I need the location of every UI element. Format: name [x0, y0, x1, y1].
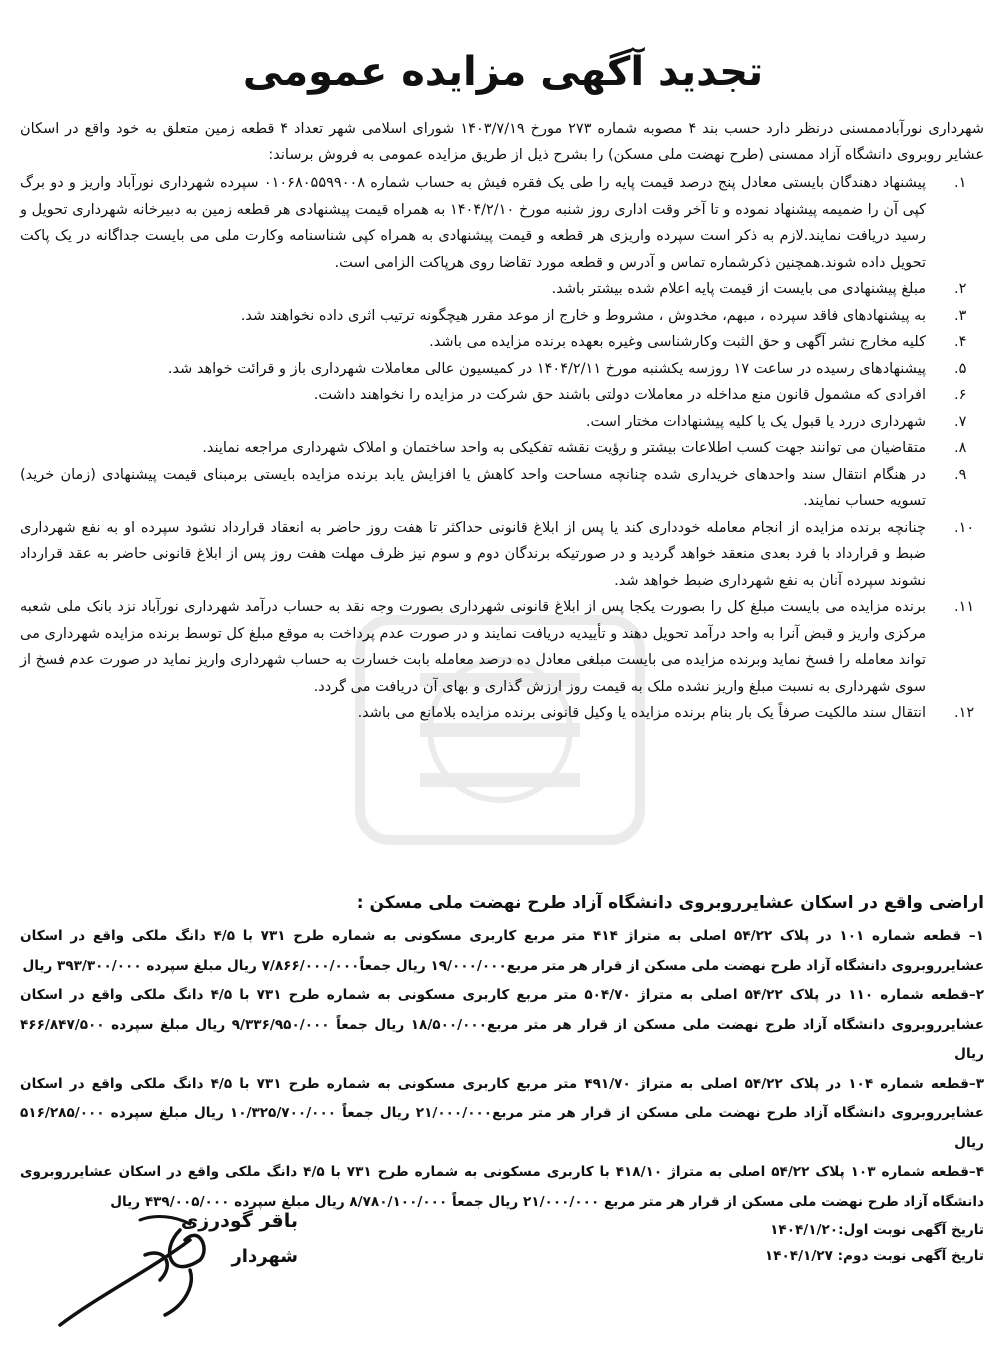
condition-number: .۵	[954, 360, 967, 377]
condition-number: .۱۱	[954, 599, 975, 615]
signature-block	[40, 1200, 300, 1340]
condition-item	[20, 276, 984, 303]
land-parcel: ۲–قطعه شماره ۱۱۰ در پلاک ۵۴/۲۲ اصلی به متراژ ۵۰۴/۷۰ متر مربع کاربری مسکونی به شماره طرح ۷۳۱ با ۴/۵ دانگ ملکی واقع در اسکان عشایرروبروی دانشگاه آزاد طرح نهضت ملی مسکن از قرار هر متر مربع۱۸/۵۰۰/۰۰۰ ریال جمعاً ۹/۳۳۶/۹۵۰/۰۰۰ ریال مبلغ سپرده ۴۶۶/۸۴۷/۵۰۰ ریال	[20, 987, 985, 1062]
condition-number: .۱۰	[954, 519, 975, 536]
signer-name: باقر گودرزی	[180, 1210, 298, 1232]
condition-text: در هنگام انتقال سند واحدهای خریداری شده چنانچه مساحت واحد کاهش یا افزایش یابد برنده مزایده بایستی برمبنای قیمت پیشنهادی (زمان خرید) تسویه حساب نمایند.	[20, 466, 926, 509]
notice-intro: شهرداری نورآبادممسنی درنظر دارد حسب بند ۴ مصوبه شماره ۲۷۳ مورخ ۱۴۰۳/۷/۱۹ شورای اسلامی شهر تعداد ۴ قطعه زمین متعلق به خود واقع در اسکان عشایر روبروی دانشگاه آزاد ممسنی (طرح نهضت ملی مسکن) را بشرح ذیل از طریق مزایده عمومی به فروش برساند:	[20, 121, 984, 163]
condition-number: .۱۲	[954, 705, 975, 721]
condition-number: .۴	[954, 334, 967, 350]
condition-item	[20, 382, 984, 409]
condition-number: .۳	[954, 307, 967, 324]
condition-text: افرادی که مشمول قانون منع مداخله در معاملات دولتی باشند حق شرکت در مزایده را نخواهند داشت.	[313, 387, 926, 403]
condition-text: کلیه مخارج نشر آگهی و حق الثبت وکارشناسی وغیره بعهده برنده مزایده می باشد.	[429, 334, 926, 350]
condition-number: .۲	[954, 281, 967, 297]
condition-number: .۸	[954, 440, 967, 456]
condition-text: متقاضیان می توانند جهت کسب اطلاعات بیشتر و رؤیت نقشه تفکیکی به واحد ساختمان و املاک شهرداری مراجعه نمایند.	[202, 440, 926, 456]
condition-number: .۶	[954, 387, 967, 403]
condition-item	[20, 303, 984, 330]
condition-item	[20, 329, 984, 356]
land-parcel: ۳–قطعه شماره ۱۰۴ در پلاک ۵۴/۲۲ اصلی به متراژ ۴۹۱/۷۰ متر مربع کاربری مسکونی به شماره طرح ۷۳۱ با ۴/۵ دانگ ملکی واقع در اسکان عشایرروبروی دانشگاه آزاد طرح نهضت ملی مسکن از قرار هر متر مربع۲۱/۰۰۰/۰۰۰ ریال جمعاً ۱۰/۳۲۵/۷۰۰/۰۰۰ ریال مبلغ سپرده ۵۱۶/۲۸۵/۰۰۰ ریال	[20, 1075, 984, 1151]
condition-number: .۹	[954, 466, 967, 483]
condition-text: مبلغ پیشنهادی می بایست از قیمت پایه اعلام شده بیشتر باشد.	[551, 281, 926, 297]
second-publish-date: تاریخ آگهی نوبت دوم: ۱۴۰۴/۱/۲۷	[764, 1248, 984, 1264]
condition-text: به پیشنهادهای فاقد سپرده ، مبهم، مخدوش ، مشروط و خارج از موعد مقرر هیچگونه ترتیب اثری داده نخواهند شد.	[240, 307, 926, 324]
condition-text: برنده مزایده می بایست مبلغ کل را بصورت یکجا پس از ابلاغ قانونی شهرداری بصورت وجه نقد به حساب درآمد شهرداری نورآباد نزد بانک ملی شعبه مرکزی واریز و قبض آنرا به واحد درآمد تحویل دهند و تأییدیه دریافت نمایند و در صورت عدم پرداخت به موقع مبلغ کل توسط برنده مزایده شهرداری می تواند معامله را فسخ نماید وبرنده مزایده می بایست مبلغی معادل ده درصد معامله بابت خسارت به حساب شهرداری واریز نماید در صورت عدم فسخ از سوی شهرداری به نسبت مبلغ واریز نشده ملک به قیمت روز ارزش گذاری و بهای آن دریافت می گردد.	[20, 599, 926, 695]
condition-item	[20, 435, 984, 462]
condition-text: انتقال سند مالکیت صرفاً یک بار بنام برنده مزایده یا وکیل قانونی برنده مزایده بلامانع می باشد.	[357, 705, 926, 721]
condition-item	[20, 700, 984, 727]
condition-text: پیشنهاد دهندگان بایستی معادل پنج درصد قیمت پایه را طی یک فقره فیش به حساب شماره ۰۱۰۶۸۰۵۵۹۹۰۰۸ سپرده شهرداری نورآباد واریز و دو برگ کپی آن را ضمیمه پیشنهاد نموده و تا آخر وقت اداری روز شنبه مورخ ۱۴۰۴/۲/۱۰ به همراه قیمت پیشنهادی هر قطعه زمین به دبیرخانه شهرداری تحویل و رسید دریافت نمایند.لازم به ذکر است سپرده واریزی هر قطعه و قیمت پیشنهادی به همراه کپی شناسنامه وکارت ملی می بایست جداگانه در یک پاکت تحویل داده شوند.همچنین ذکرشماره تماس و آدرس و قطعه مورد تقاضا روی هرپاکت الزامی است.	[20, 175, 927, 271]
condition-item	[20, 594, 984, 700]
condition-text: شهرداری دررد یا قبول یک یا کلیه پیشنهادات مختار است.	[585, 413, 926, 430]
first-publish-date: تاریخ آگهی نوبت اول:۱۴۰۴/۱/۲۰	[770, 1222, 984, 1238]
condition-text: پیشنهادهای رسیده در ساعت ۱۷ روزسه یکشنبه مورخ ۱۴۰۴/۲/۱۱ در کمیسیون عالی معاملات شهرداری باز و قرائت خواهد شد.	[167, 360, 926, 377]
condition-number: .۱	[954, 175, 967, 191]
condition-item	[20, 409, 984, 436]
condition-number: .۷	[954, 413, 967, 430]
condition-item	[20, 515, 984, 595]
land-parcels-heading: اراضی واقع در اسکان عشایرروبروی دانشگاه آزاد طرح نهضت ملی مسکن :	[356, 893, 984, 913]
condition-item	[20, 356, 984, 383]
conditions-list	[20, 170, 984, 727]
condition-text: چنانچه برنده مزایده از انجام معامله خودداری کند یا پس از ابلاغ قانونی حداکثر تا هفت روز حاضر به انعقاد قرارداد نشود سپرده او به نفع شهرداری ضبط و قرارداد با فرد بعدی منعقد خواهد گردید و در صورتیکه برندگان دوم و سوم نیز ظرف مهلت هفت روز پس از ابلاغ قانونی حاضر به عقد قرارداد نشوند سپرده آنان به نفع شهرداری ضبط خواهد شد.	[20, 519, 926, 589]
signer-role: شهردار	[231, 1246, 298, 1267]
land-parcel: ۴–قطعه شماره ۱۰۳ پلاک ۵۴/۲۲ اصلی به متراژ ۴۱۸/۱۰ با کاربری مسکونی به شماره طرح ۷۳۱ با ۴/۵ دانگ ملکی واقع در اسکان عشایرروبروی دانشگاه آزاد طرح نهضت ملی مسکن از قرار هر متر مربع ۲۱/۰۰۰/۰۰۰ ریال جمعاً ۸/۷۸۰/۱۰۰/۰۰۰ ریال مبلغ سپرده ۴۳۹/۰۰۵/۰۰۰ ریال	[20, 1164, 984, 1210]
notice-title: تجدید آگهی مزایده عمومی	[242, 49, 764, 95]
condition-item	[20, 462, 984, 515]
condition-item	[20, 170, 984, 276]
land-parcel: ۱– قطعه شماره ۱۰۱ در پلاک ۵۴/۲۲ اصلی به متراژ ۴۱۴ متر مربع کاربری مسکونی به شماره طرح ۷۳۱ با ۴/۵ دانگ ملکی واقع در اسکان عشایرروبروی دانشگاه آزاد طرح نهضت ملی مسکن از قرار هر متر مربع۱۹/۰۰۰/۰۰۰ ریال جمعاً۷/۸۶۶/۰۰۰/۰۰۰ ریال مبلغ سپرده ۳۹۳/۳۰۰/۰۰۰ ریال	[20, 928, 984, 974]
